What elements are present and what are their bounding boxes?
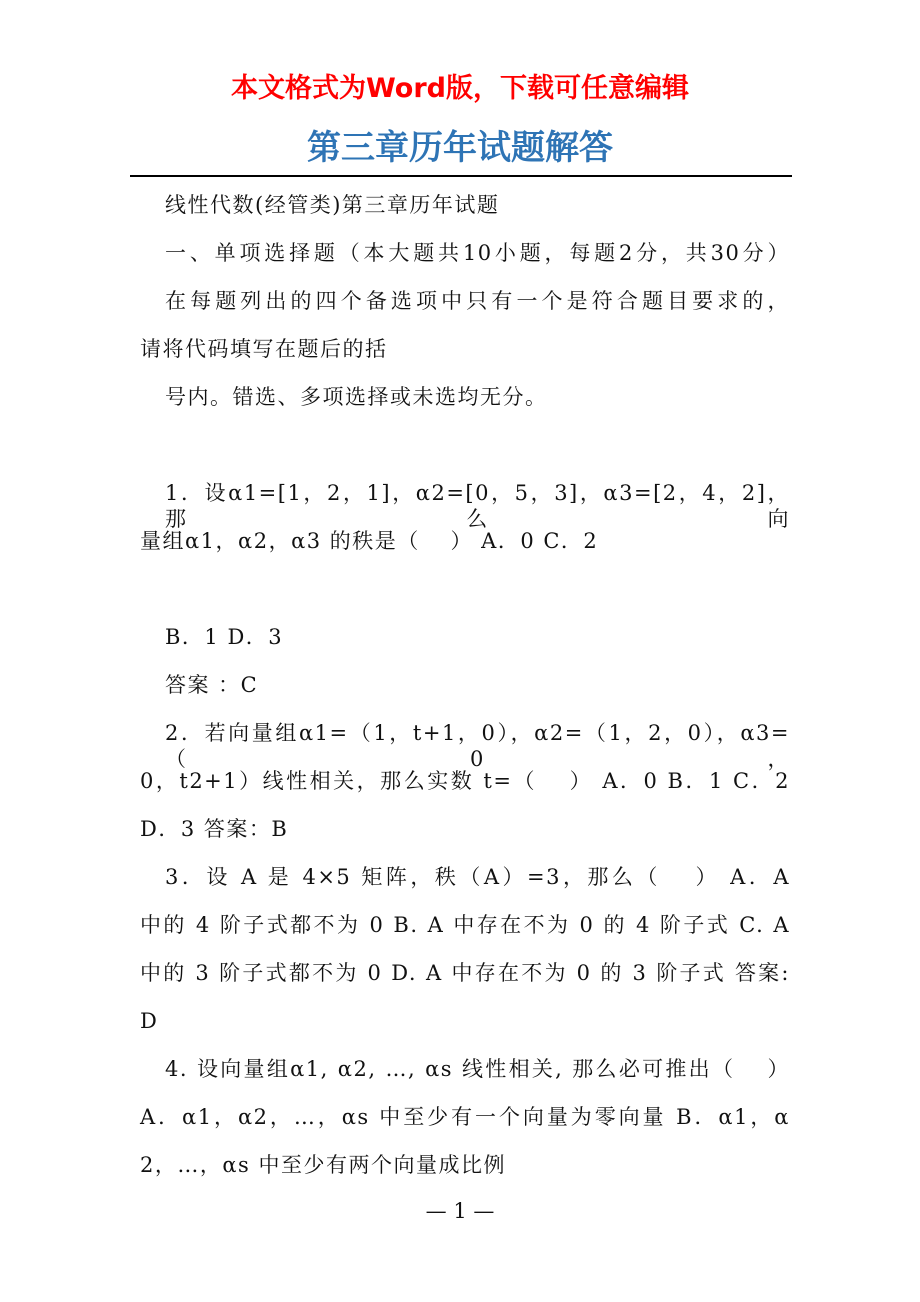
paragraph-line: 号内。错选、多项选择或未选均无分。 xyxy=(165,385,548,409)
paragraph-line: 在每题列出的四个备选项中只有一个是符合题目要求的， xyxy=(165,289,790,313)
question-1-answer: 答案 ：C xyxy=(165,673,259,697)
page-number: — 1 — xyxy=(425,1199,495,1223)
title-divider xyxy=(130,175,792,177)
question-3-line: 3．设 A 是 4×5 矩阵，秩（A）=3，那么（ ） A．A xyxy=(165,865,790,889)
question-4-line: 2，…，αs 中至少有两个向量成比例 xyxy=(140,1153,506,1177)
question-1-line: 量组α1，α2，α3 的秩是（ ） A．0 C．2 xyxy=(140,529,599,553)
question-2-line: 2．若向量组α1=（1，t+1，0），α2=（1，2，0），α3=（0， xyxy=(165,721,790,771)
question-4-line: A．α1，α2，…，αs 中至少有一个向量为零向量 B．α1，α xyxy=(140,1105,790,1129)
download-banner: 本文格式为Word版，下载可任意编辑 xyxy=(230,73,689,104)
question-3-line: 中的 3 阶子式都不为 0 D. A 中存在不为 0 的 3 阶子式 答案: xyxy=(140,961,790,985)
question-1-options: B．1 D．3 xyxy=(165,625,284,649)
question-1-line: 1．设α1=[1，2，1]，α2=[0，5，3]，α3=[2，4，2]，那么向 xyxy=(165,481,790,531)
question-4-line: 4. 设向量组α1, α2, …, αs 线性相关, 那么必可推出（ ） xyxy=(165,1057,790,1081)
question-2-line: 0，t2+1）线性相关，那么实数 t=（ ） A．0 B．1 C．2 xyxy=(140,769,790,793)
page-title: 第三章历年试题解答 xyxy=(307,128,613,168)
question-2-answer: D．3 答案：B xyxy=(140,817,289,841)
question-3-line: 中的 4 阶子式都不为 0 B. A 中存在不为 0 的 4 阶子式 C. A xyxy=(140,913,790,937)
paragraph-line: 请将代码填写在题后的括 xyxy=(140,337,388,361)
section-heading: 一、单项选择题（本大题共10小题，每题2分，共30分） xyxy=(165,241,790,265)
doc-subtitle: 线性代数(经管类)第三章历年试题 xyxy=(165,193,500,217)
question-3-answer: D xyxy=(140,1009,159,1033)
